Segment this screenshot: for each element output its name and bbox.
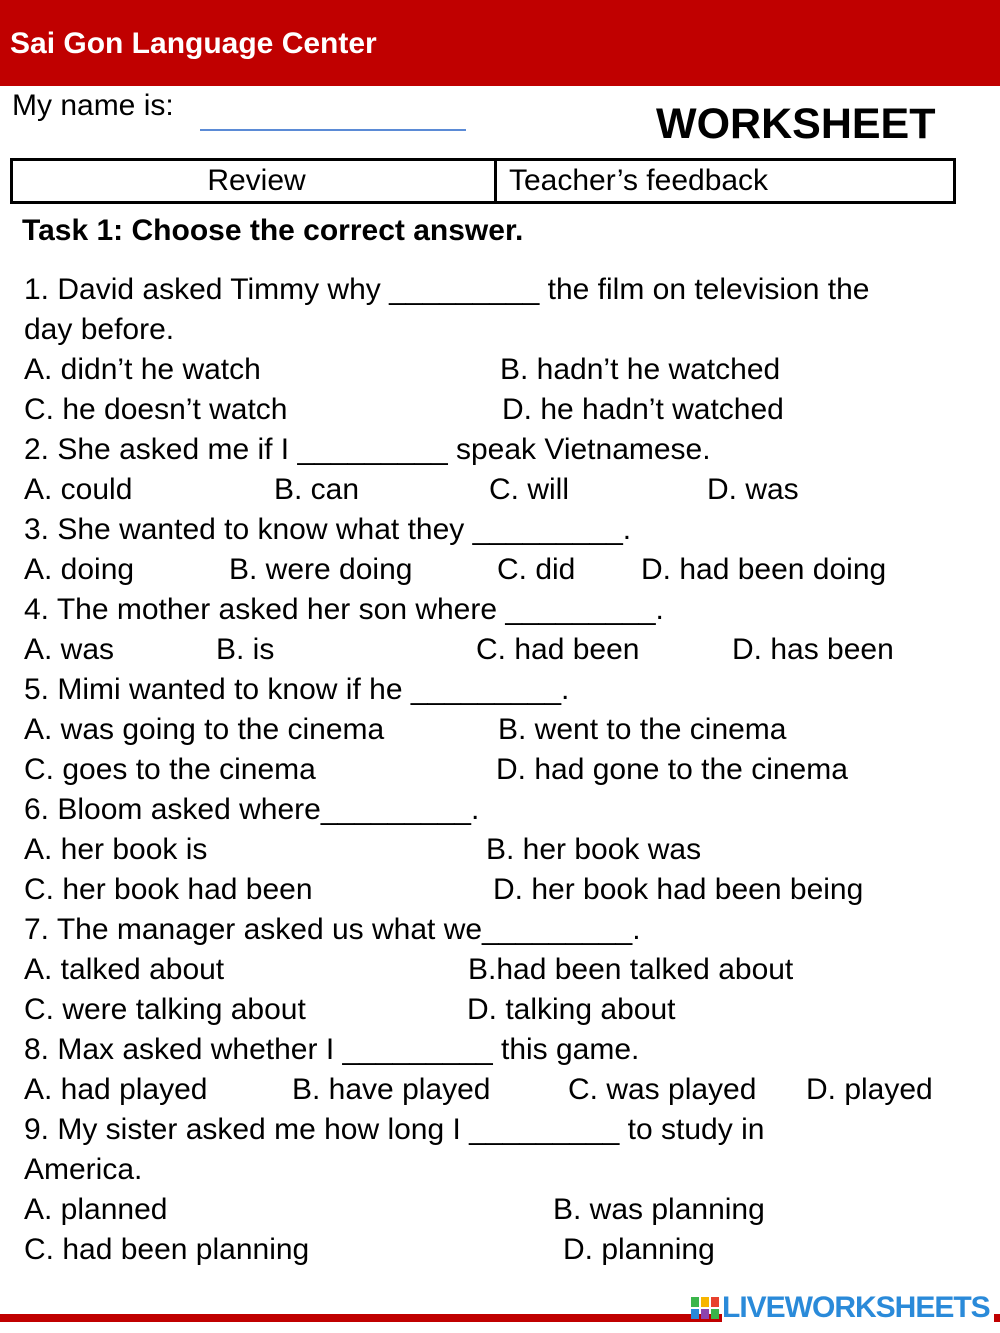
question-line <box>24 1070 974 1110</box>
question-line <box>24 1150 974 1190</box>
task-title: Task 1: Choose the correct answer. <box>22 214 524 247</box>
answer-option[interactable]: A. talked about <box>24 953 225 986</box>
answer-option[interactable]: D. had been doing <box>641 553 887 586</box>
question-line <box>24 710 974 750</box>
question-stem <box>24 510 974 550</box>
question-line <box>24 1230 974 1270</box>
question-stem <box>24 430 974 470</box>
liveworksheets-logo <box>690 1290 994 1326</box>
answer-option[interactable]: A. could <box>24 473 133 506</box>
question-text: 9. My sister asked me how long I _________ to study in <box>24 1113 765 1146</box>
name-label: My name is: <box>12 89 174 122</box>
question-stem <box>24 1110 974 1150</box>
answer-option[interactable]: B. were doing <box>229 553 413 586</box>
answer-option[interactable]: D. talking about <box>467 993 676 1026</box>
answer-option[interactable]: A. doing <box>24 553 135 586</box>
answer-option[interactable]: C. will <box>489 473 569 506</box>
answer-option[interactable]: C. he doesn’t watch <box>24 393 288 426</box>
question-text: 6. Bloom asked where_________. <box>24 793 480 826</box>
answer-option[interactable]: A. her book is <box>24 833 208 866</box>
question-stem <box>24 790 974 830</box>
answer-option[interactable]: B. her book was <box>486 833 702 866</box>
answer-option[interactable]: B.had been talked about <box>468 953 794 986</box>
question-line <box>24 870 974 910</box>
answer-option[interactable]: B. is <box>216 633 275 666</box>
question-line <box>24 390 974 430</box>
question-text: 4. The mother asked her son where _________. <box>24 593 664 626</box>
header-bar <box>0 0 1000 86</box>
question-line <box>24 550 974 590</box>
answer-option[interactable]: B. can <box>274 473 360 506</box>
question-stem <box>24 270 974 310</box>
question-text: 1. David asked Timmy why _________ the film on television the <box>24 273 870 306</box>
answer-option[interactable]: B. have played <box>292 1073 491 1106</box>
question-text: 7. The manager asked us what we_________. <box>24 913 641 946</box>
answer-option[interactable]: C. were talking about <box>24 993 306 1026</box>
question-line <box>24 950 974 990</box>
answer-option[interactable]: B. hadn’t he watched <box>500 353 781 386</box>
answer-option[interactable]: D. played <box>806 1073 933 1106</box>
question-list <box>24 270 974 1270</box>
center-name: Sai Gon Language Center <box>10 27 377 60</box>
answer-option[interactable]: A. had played <box>24 1073 208 1106</box>
question-line <box>24 750 974 790</box>
logo-grid-icon <box>690 1293 720 1323</box>
worksheet-title: WORKSHEET <box>656 100 936 148</box>
answer-option[interactable]: D. he hadn’t watched <box>502 393 784 426</box>
answer-option[interactable]: D. has been <box>732 633 894 666</box>
question-line <box>24 630 974 670</box>
answer-option[interactable]: C. had been <box>476 633 640 666</box>
answer-option[interactable]: A. didn’t he watch <box>24 353 261 386</box>
question-stem <box>24 590 974 630</box>
answer-option[interactable]: C. goes to the cinema <box>24 753 316 786</box>
answer-option[interactable]: A. planned <box>24 1193 168 1226</box>
question-text: 5. Mimi wanted to know if he _________. <box>24 673 570 706</box>
question-line <box>24 350 974 390</box>
question-stem <box>24 1030 974 1070</box>
answer-option[interactable]: B. was planning <box>553 1193 765 1226</box>
question-line <box>24 1190 974 1230</box>
question-line <box>24 990 974 1030</box>
answer-option[interactable]: B. went to the cinema <box>498 713 787 746</box>
logo-text: LIVEWORKSHEETS <box>722 1290 994 1326</box>
answer-option[interactable]: A. was <box>24 633 115 666</box>
name-input-line[interactable] <box>200 129 466 131</box>
question-stem <box>24 910 974 950</box>
answer-option[interactable]: D. had gone to the cinema <box>496 753 848 786</box>
answer-option[interactable]: D. was <box>707 473 799 506</box>
answer-option[interactable]: C. her book had been <box>24 873 313 906</box>
question-stem <box>24 670 974 710</box>
question-line <box>24 310 974 350</box>
answer-option[interactable]: C. did <box>497 553 576 586</box>
question-text: 3. She wanted to know what they _________. <box>24 513 632 546</box>
question-text: America. <box>24 1153 143 1186</box>
answer-option[interactable]: C. had been planning <box>24 1233 310 1266</box>
question-line <box>24 830 974 870</box>
question-text: 2. She asked me if I _________ speak Vietnamese. <box>24 433 711 466</box>
answer-option[interactable]: D. planning <box>563 1233 715 1266</box>
answer-option[interactable]: A. was going to the cinema <box>24 713 385 746</box>
question-line <box>24 470 974 510</box>
question-text: day before. <box>24 313 175 346</box>
review-cell: Review <box>13 161 497 201</box>
teacher-feedback-cell: Teacher’s feedback <box>509 164 769 197</box>
answer-option[interactable]: C. was played <box>568 1073 757 1106</box>
question-text: 8. Max asked whether I _________ this game. <box>24 1033 640 1066</box>
feedback-table <box>10 158 956 204</box>
answer-option[interactable]: D. her book had been being <box>493 873 864 906</box>
